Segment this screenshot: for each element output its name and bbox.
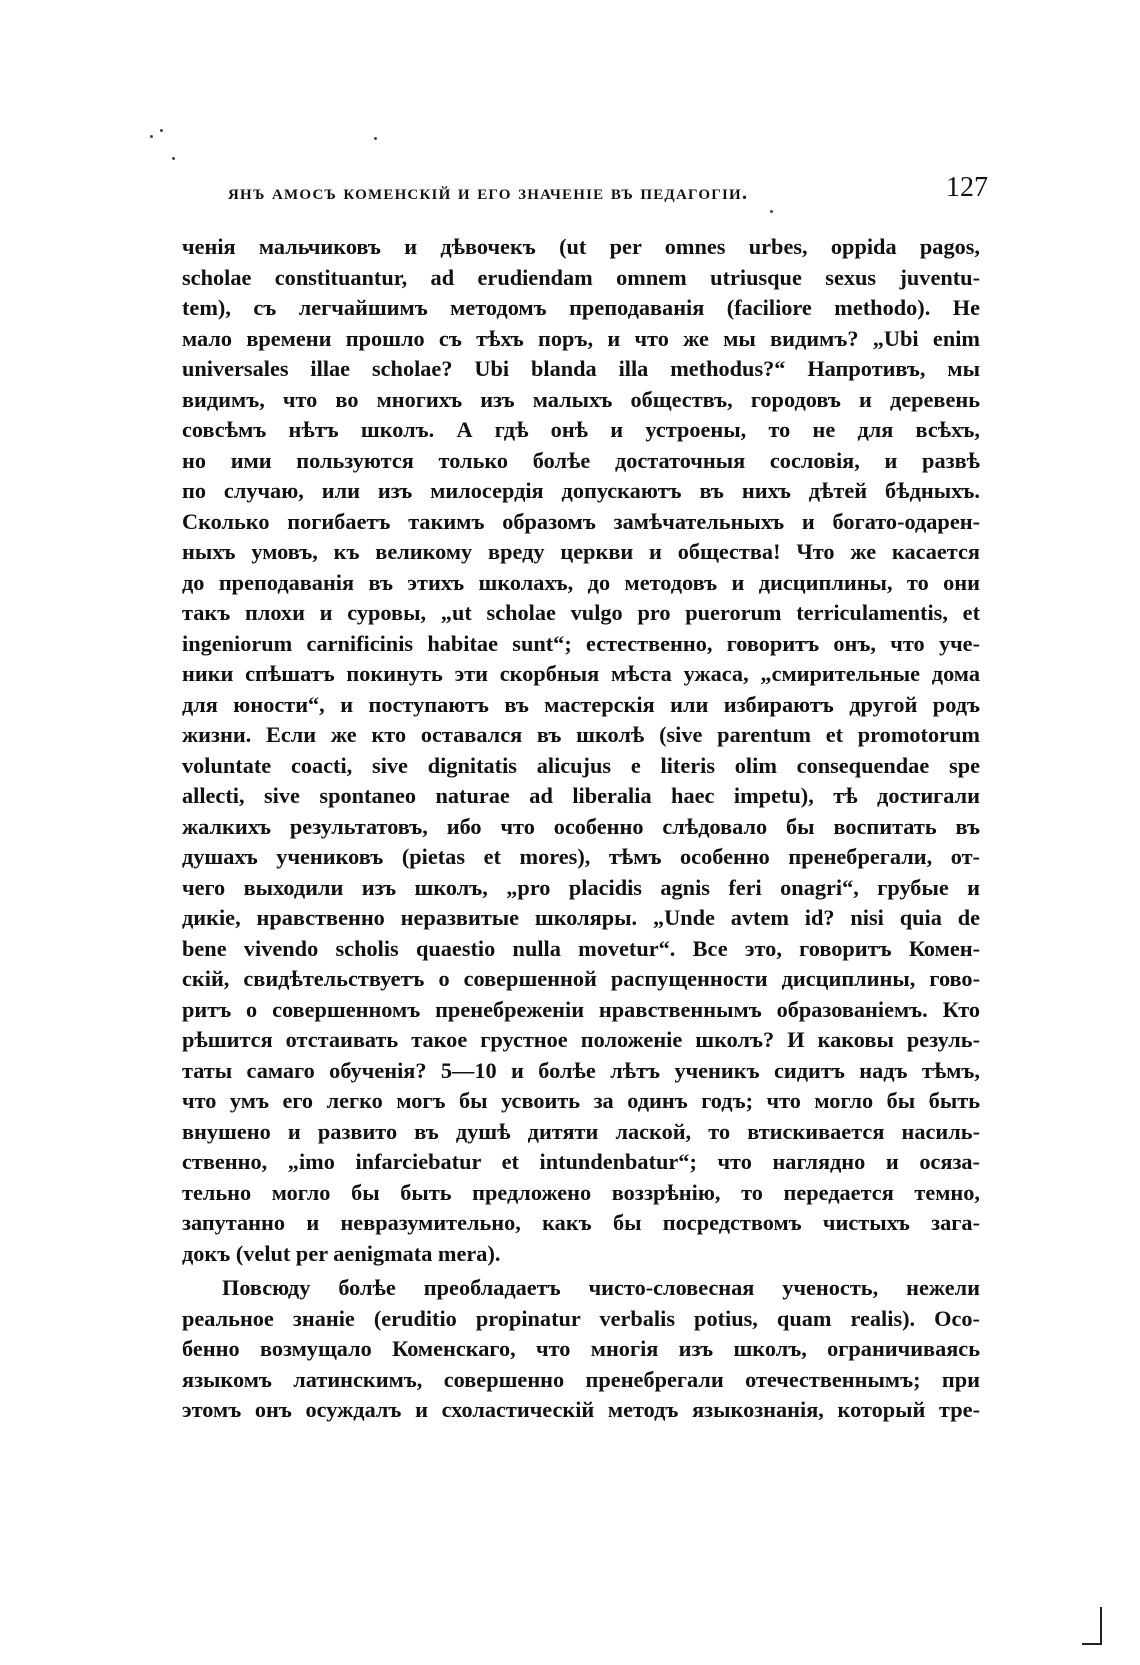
text-line: видимъ, что во многихъ изъ малыхъ обществъ, городовъ и деревень: [182, 386, 980, 412]
text-line: ныхъ умовъ, къ великому вреду церкви и общества! Что же касается: [182, 539, 980, 564]
text-line: такъ плохи и суровы, „ut scholae vulgo pro puerorum terriculamentis, et: [182, 600, 980, 625]
text-line: bene vivendo scholis quaestio nulla movetur“. Все это, говоритъ Комен-: [182, 935, 980, 961]
text-line: universales illae scholae? Ubi blanda illa methodus?“ Напротивъ, мы: [182, 356, 980, 381]
text-line: voluntate coacti, sive dignitatis alicujus e literis olim consequendae spe: [182, 752, 980, 778]
text-line: языкомъ латинскимъ, совершенно пренебрегали отечественнымъ; при: [182, 1366, 980, 1392]
text-line: душахъ учениковъ (pietas et mores), тѣмъ особенно пренебрегали, от-: [182, 844, 980, 869]
text-line: дикіе, нравственно неразвитые школяры. „Unde avtem id? nisi quia de: [182, 905, 980, 930]
text-line: рѣшится отстаивать такое грустное положеніе школъ? И каковы резуль-: [182, 1027, 980, 1052]
text-line: ingeniorum carnificinis habitae sunt“; естественно, говоритъ онъ, что уче-: [182, 630, 980, 656]
scan-speck: [172, 157, 175, 160]
text-line: Сколько погибаетъ такимъ образомъ замѣчательныхъ и богато-одарен-: [182, 508, 980, 534]
page-number: 127: [946, 172, 988, 203]
text-line: по случаю, или изъ милосердія допускаютъ въ нихъ дѣтей бѣдныхъ.: [182, 478, 980, 503]
text-line: скій, свидѣтельствуетъ о совершенной распущенности дисциплины, гово-: [182, 966, 980, 991]
text-line: бенно возмущало Коменскаго, что многія изъ школъ, ограничиваясь: [182, 1336, 980, 1361]
text-line: таты самаго обученія? 5—10 и болѣе лѣтъ ученикъ сидитъ надъ тѣмъ,: [182, 1057, 980, 1083]
text-line: чего выходили изъ школъ, „pro placidis agnis feri onagri“, грубые и: [182, 874, 980, 900]
scan-speck: [160, 129, 163, 132]
text-line: тельно могло бы быть предложено воззрѣнію, то передается темно,: [182, 1179, 980, 1205]
text-line: жалкихъ результатовъ, ибо что особенно слѣдовало бы воспитать въ: [182, 813, 980, 839]
text-line: докъ (velut per aenigmata mera).: [182, 1240, 501, 1266]
scan-speck: [150, 135, 153, 138]
page-header: [228, 172, 988, 212]
text-line: запутанно и невразумительно, какъ бы посредствомъ чистыхъ зага-: [182, 1210, 980, 1235]
paragraph: [182, 232, 980, 1269]
text-line: что умъ его легко могъ бы усвоить за одинъ годъ; что могло бы быть: [182, 1088, 980, 1113]
text-line: ченія мальчиковъ и дѣвочекъ (ut per omnes urbes, oppida pagos,: [182, 234, 980, 259]
text-line: реальное знаніе (eruditio propinatur verbalis potius, quam realis). Осо-: [182, 1305, 980, 1331]
text-line: мало времени прошло съ тѣхъ поръ, и что же мы видимъ? „Ubi enim: [182, 325, 980, 351]
running-title: янъ амосъ коменскій и его значеніе въ педагогіи.: [228, 180, 749, 204]
text-line: Повсюду болѣе преобладаетъ чисто-словесная ученость, нежели: [222, 1275, 980, 1300]
text-line: ритъ о совершенномъ пренебреженіи нравственнымъ образованіемъ. Кто: [182, 996, 980, 1022]
text-line: ники спѣшатъ покинуть эти скорбныя мѣста ужаса, „смирительные дома: [182, 661, 980, 686]
crop-corner-mark: [1082, 1607, 1102, 1645]
text-line: но ими пользуются только болѣе достаточныя сословія, и развѣ: [182, 447, 980, 473]
text-line: allecti, sive spontaneo naturae ad liberalia haec impetu), тѣ достигали: [182, 783, 980, 808]
text-line: для юности“, и поступаютъ въ мастерскія или избираютъ другой родъ: [182, 691, 980, 717]
text-line: этомъ онъ осуждалъ и схоластическій методъ языкознанія, который тре-: [182, 1397, 980, 1422]
text-line: ственно, „imo infarciebatur et intundenbatur“; что наглядно и осяза-: [182, 1149, 980, 1174]
scan-speck: [374, 137, 377, 140]
text-line: tem), съ легчайшимъ методомъ преподаванія (faciliore methodo). Не: [182, 295, 980, 320]
text-line: жизни. Если же кто оставался въ школѣ (sive parentum et promotorum: [182, 722, 980, 747]
paragraph: [182, 1273, 980, 1426]
text-line: до преподаванія въ этихъ школахъ, до методовъ и дисциплины, то они: [182, 569, 980, 595]
text-line: scholae constituantur, ad erudiendam omnem utriusque sexus juventu-: [182, 264, 980, 290]
text-line: внушено и развито въ душѣ дитяти лаской, то втискивается насиль-: [182, 1118, 980, 1144]
text-line: совсѣмъ нѣтъ школъ. А гдѣ онѣ и устроены, то не для всѣхъ,: [182, 417, 980, 442]
body-text: [182, 232, 980, 1426]
